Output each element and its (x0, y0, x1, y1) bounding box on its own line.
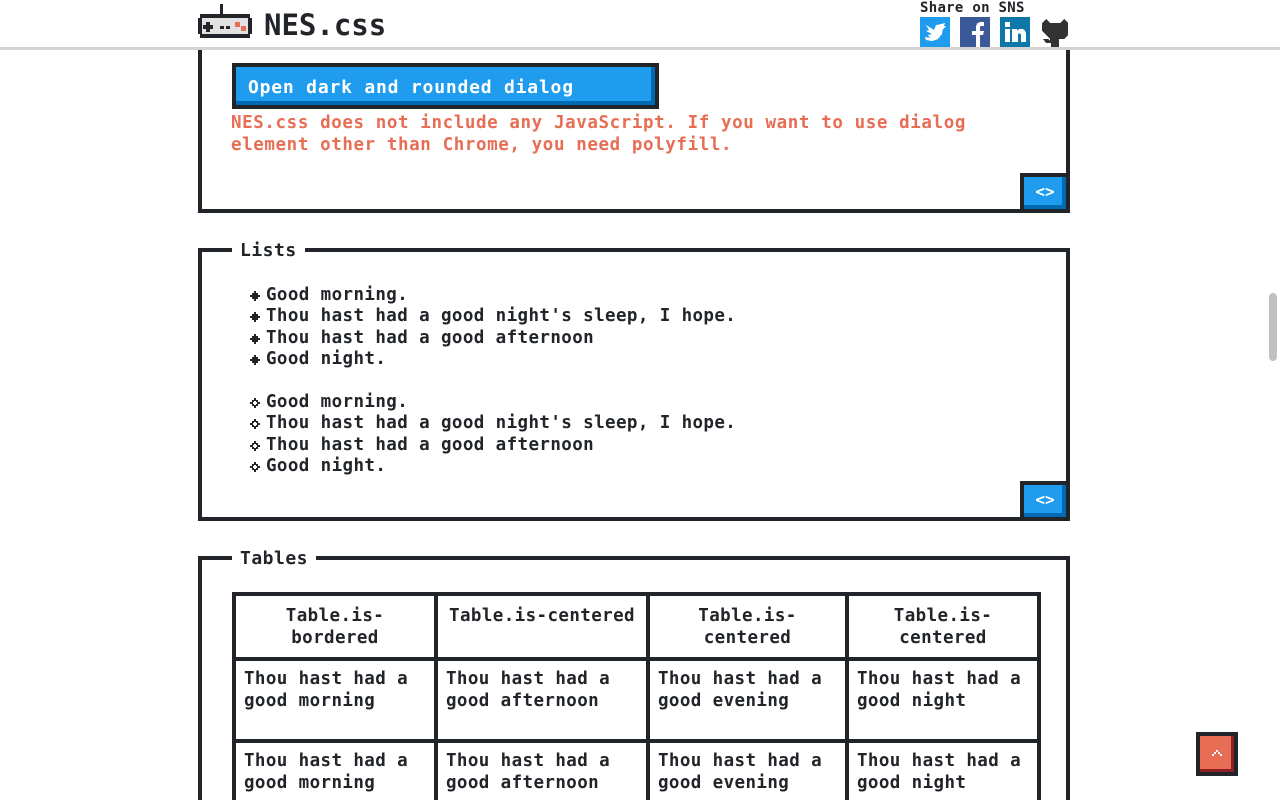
disc-list (250, 285, 736, 370)
tables-section (198, 548, 1070, 800)
share-label: Share on SNS (920, 0, 1025, 16)
list-item: Thou hast had a good afternoon (250, 328, 736, 349)
section-title: Tables (232, 548, 316, 569)
scrollbar-thumb[interactable] (1269, 293, 1277, 361)
lists-section (198, 240, 1070, 521)
back-to-top-button[interactable] (1196, 732, 1238, 776)
table-cell: Thou hast had a good night (847, 659, 1039, 741)
list-item: Thou hast had a good night's sleep, I hope. (250, 306, 736, 327)
chevron-up-icon (1200, 736, 1234, 772)
table-cell: Thou hast had a good evening (648, 741, 847, 800)
table-row (234, 659, 1039, 741)
show-code-button[interactable]: <> (1020, 481, 1070, 521)
facebook-icon[interactable] (960, 17, 990, 47)
table-header-cell: Table.is-centered (648, 594, 847, 659)
list-item: Good morning. (250, 285, 736, 306)
table-header-cell: Table.is-centered (847, 594, 1039, 659)
table-header-cell: Table.is-centered (436, 594, 648, 659)
show-code-button[interactable]: <> (1020, 173, 1070, 213)
circle-bullet-icon (250, 441, 260, 451)
circle-bullet-icon (250, 398, 260, 408)
list-item: Good night. (250, 349, 736, 370)
table-header-row (234, 594, 1039, 659)
table-cell: Thou hast had a good afternoon (436, 659, 648, 741)
table-cell: Thou hast had a good night (847, 741, 1039, 800)
disc-bullet-icon (250, 291, 260, 301)
linkedin-icon[interactable] (1000, 17, 1030, 47)
circle-bullet-icon (250, 462, 260, 472)
table-header-cell: Table.is-bordered (234, 594, 436, 659)
dialogs-section (198, 30, 1070, 213)
table-row (234, 741, 1039, 800)
table-cell: Thou hast had a good morning (234, 659, 436, 741)
list-item: Good morning. (250, 392, 736, 413)
brand-title[interactable]: NES.css (264, 8, 387, 42)
list-item: Good night. (250, 456, 736, 477)
circle-list (250, 392, 736, 477)
table-cell: Thou hast had a good evening (648, 659, 847, 741)
twitter-icon[interactable] (920, 17, 950, 47)
game-controller-icon[interactable] (198, 4, 252, 40)
polyfill-warning: NES.css does not include any JavaScript. If you want to use dialog element other than Chrome, you need polyfill. (231, 113, 966, 155)
site-header (0, 0, 1280, 50)
disc-bullet-icon (250, 334, 260, 344)
github-icon[interactable] (1040, 17, 1070, 47)
disc-bullet-icon (250, 312, 260, 322)
circle-bullet-icon (250, 419, 260, 429)
section-title: Lists (232, 240, 305, 261)
disc-bullet-icon (250, 355, 260, 365)
table-cell: Thou hast had a good morning (234, 741, 436, 800)
table-cell: Thou hast had a good afternoon (436, 741, 648, 800)
list-item: Thou hast had a good afternoon (250, 435, 736, 456)
bordered-table (232, 592, 1041, 800)
page-scrollbar[interactable] (1266, 52, 1280, 800)
open-dialog-button[interactable]: Open dark and rounded dialog (232, 63, 659, 109)
list-item: Thou hast had a good night's sleep, I hope. (250, 413, 736, 434)
